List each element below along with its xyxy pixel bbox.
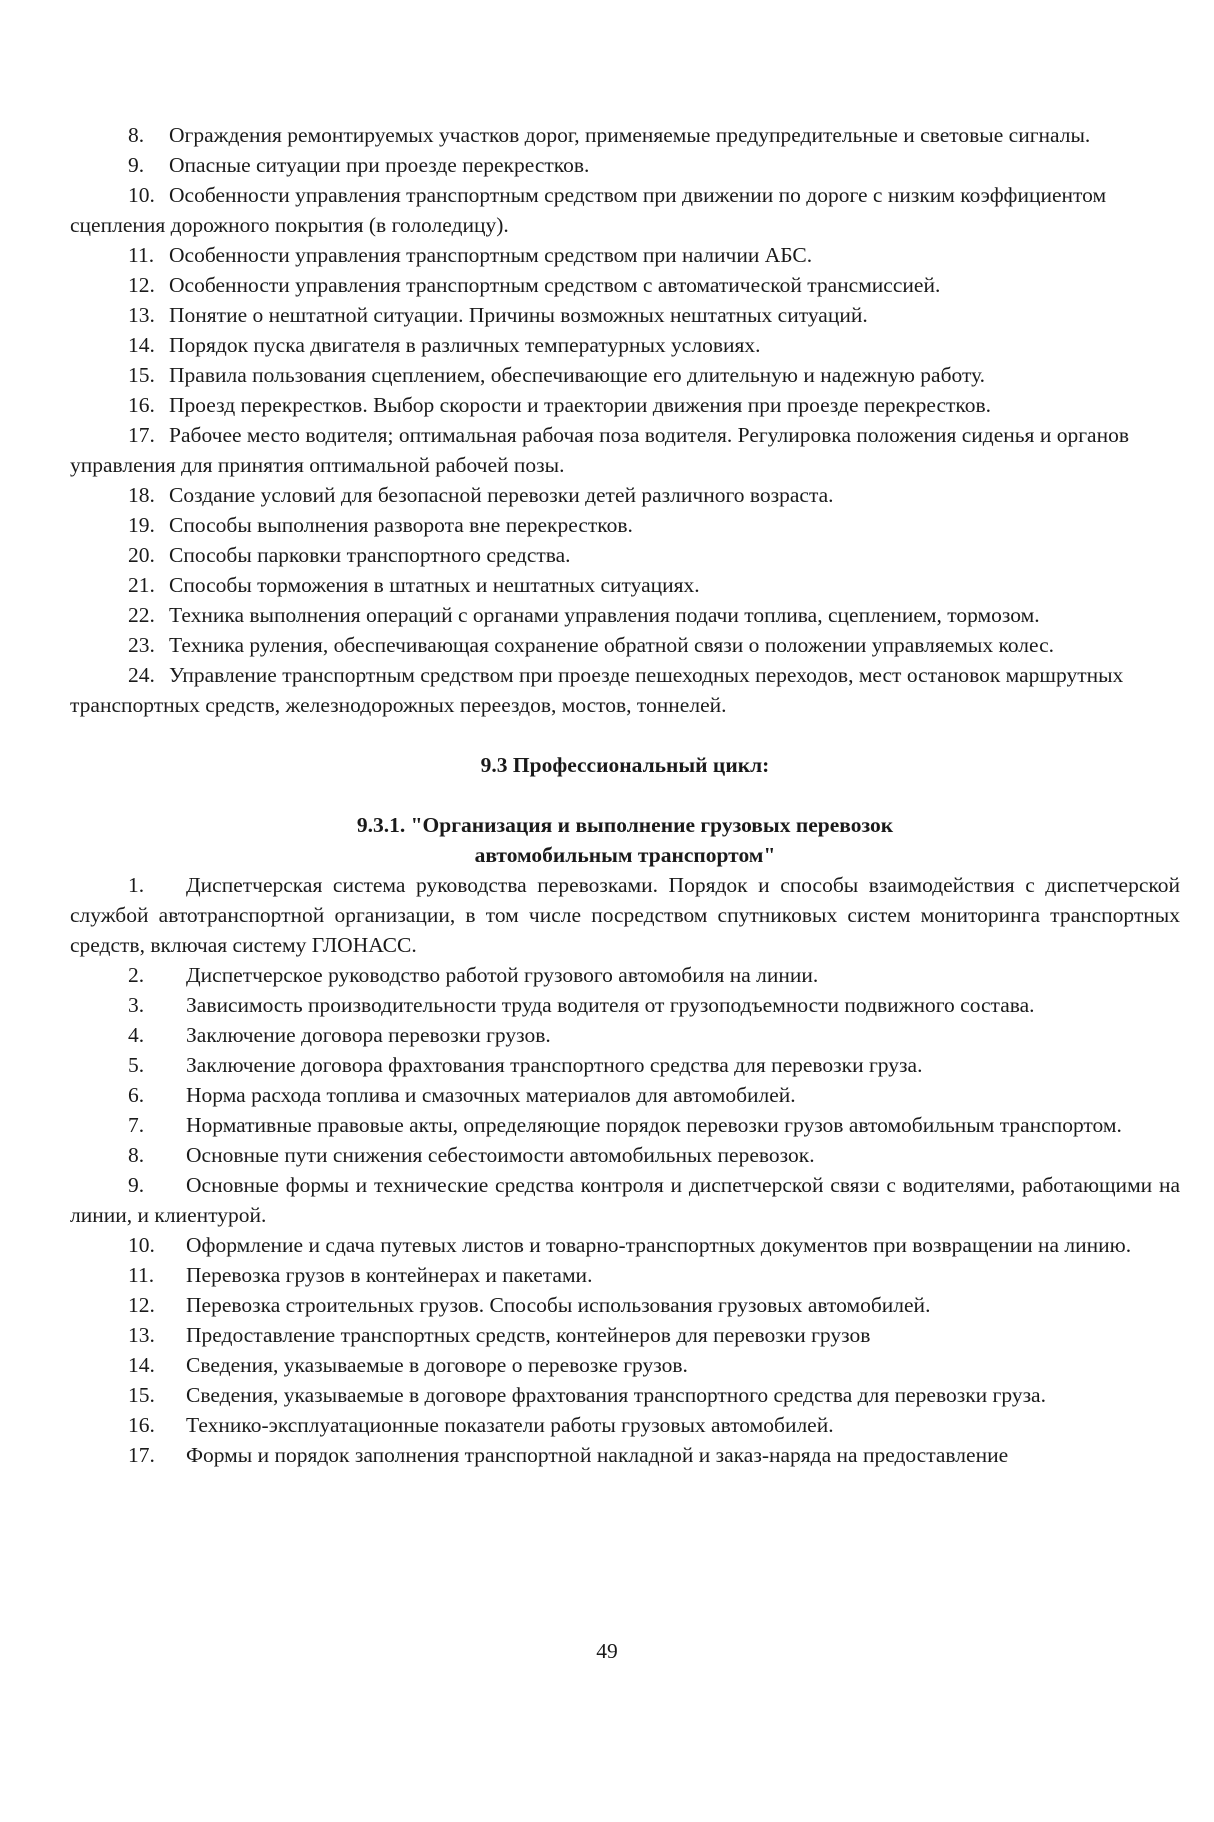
item-number: 17. [128,1443,155,1467]
item-number: 4. [128,1023,145,1047]
list-item [70,180,1180,240]
item-number: 10. [128,1233,155,1257]
item-text: Нормативные правовые акты, определяющие порядок перевозки грузов автомобильным транспортом. [186,1113,1122,1137]
item-number: 8. [128,123,145,147]
list-item [70,510,1180,540]
list-item [70,1380,1180,1410]
item-number: 22. [128,603,155,627]
item-number: 9. [128,153,145,177]
list-item [70,1020,1180,1050]
list-item [70,1290,1180,1320]
item-text: Техника выполнения операций с органами управления подачи топлива, сцеплением, тормозом. [169,603,1040,627]
list-item [70,420,1180,480]
list-item [70,660,1180,720]
item-number: 16. [128,1413,155,1437]
list-item [70,990,1180,1020]
item-text: Зависимость производительности труда водителя от грузоподъемности подвижного состава. [186,993,1035,1017]
item-text: Управление транспортным средством при проезде пешеходных переходов, мест остановок маршрутных транспортных средств, железнодорожных переездов, мостов, тоннелей. [70,663,1124,717]
item-text: Заключение договора фрахтования транспортного средства для перевозки груза. [186,1053,923,1077]
list-item [70,1080,1180,1110]
item-number: 14. [128,333,155,357]
list-item [70,300,1180,330]
list-item [70,480,1180,510]
item-text: Проезд перекрестков. Выбор скорости и траектории движения при проезде перекрестков. [169,393,992,417]
list-item [70,240,1180,270]
document-page [70,120,1180,1470]
item-number: 23. [128,633,155,657]
list-item [70,330,1180,360]
list-item [70,1260,1180,1290]
list-item [70,150,1180,180]
item-number: 11. [128,243,155,267]
item-number: 3. [128,993,145,1017]
item-text: Правила пользования сцеплением, обеспечивающие его длительную и надежную работу. [169,363,986,387]
item-number: 8. [128,1143,145,1167]
item-text: Особенности управления транспортным средством при движении по дороге с низким коэффициентом сцепления дорожного покрытия (в гололедицу). [70,183,1107,237]
item-text: Сведения, указываемые в договоре фрахтования транспортного средства для перевозки груза. [186,1383,1046,1407]
item-text: Диспетчерское руководство работой грузового автомобиля на линии. [186,963,819,987]
item-text: Основные пути снижения себестоимости автомобильных перевозок. [186,1143,815,1167]
item-number: 21. [128,573,155,597]
item-text: Способы торможения в штатных и нештатных ситуациях. [169,573,700,597]
list-item [70,1170,1180,1230]
item-text: Диспетчерская система руководства перевозками. Порядок и способы взаимодействия с диспетчерской службой автотранспортной организации, в том числе посредством спутниковых систем мониторинга транспортных средств, включая систему ГЛОНАСС. [70,873,1180,957]
item-number: 12. [128,273,155,297]
item-text: Перевозка строительных грузов. Способы использования грузовых автомобилей. [186,1293,931,1317]
list-item [70,1050,1180,1080]
item-text: Способы парковки транспортного средства. [169,543,571,567]
list-item [70,270,1180,300]
item-text: Способы выполнения разворота вне перекрестков. [169,513,633,537]
list-item [70,870,1180,960]
list-item [70,1410,1180,1440]
subsection-heading [70,810,1180,870]
item-number: 19. [128,513,155,537]
item-text: Формы и порядок заполнения транспортной накладной и заказ-наряда на предоставление [186,1443,1009,1467]
item-number: 20. [128,543,155,567]
item-number: 16. [128,393,155,417]
driving-topics-list [70,120,1180,720]
subsection-heading-line1: 9.3.1. "Организация и выполнение грузовых перевозок [356,813,894,837]
list-item [70,570,1180,600]
item-text: Ограждения ремонтируемых участков дорог, применяемые предупредительные и световые сигналы. [169,123,1091,147]
item-text: Техника руления, обеспечивающая сохранение обратной связи о положении управляемых колес. [169,633,1055,657]
item-number: 1. [128,873,145,897]
list-item [70,390,1180,420]
item-text: Рабочее место водителя; оптимальная рабочая поза водителя. Регулировка положения сиденья и органов управления для принятия оптимальной рабочей позы. [70,423,1129,477]
item-number: 12. [128,1293,155,1317]
item-text: Предоставление транспортных средств, контейнеров для перевозки грузов [186,1323,871,1347]
item-number: 5. [128,1053,145,1077]
item-number: 15. [128,363,155,387]
list-item [70,1230,1180,1260]
list-item [70,630,1180,660]
item-text: Сведения, указываемые в договоре о перевозке грузов. [186,1353,688,1377]
item-number: 14. [128,1353,155,1377]
item-text: Заключение договора перевозки грузов. [186,1023,551,1047]
subsection-heading-line2: автомобильным транспортом" [474,843,776,867]
item-text: Понятие о нештатной ситуации. Причины возможных нештатных ситуаций. [169,303,868,327]
item-number: 17. [128,423,155,447]
item-number: 18. [128,483,155,507]
item-text: Опасные ситуации при проезде перекрестков. [169,153,590,177]
item-text: Перевозка грузов в контейнерах и пакетами. [186,1263,593,1287]
section-heading: 9.3 Профессиональный цикл: [480,753,770,777]
list-item [70,360,1180,390]
item-number: 13. [128,303,155,327]
freight-topics-list [70,870,1180,1470]
item-number: 6. [128,1083,145,1107]
item-number: 9. [128,1173,145,1197]
list-item [70,960,1180,990]
list-item [70,120,1180,150]
list-item [70,1140,1180,1170]
item-number: 24. [128,663,155,687]
item-number: 7. [128,1113,145,1137]
list-item [70,540,1180,570]
list-item [70,1440,1180,1470]
item-text: Норма расхода топлива и смазочных материалов для автомобилей. [186,1083,796,1107]
item-number: 2. [128,963,145,987]
item-number: 15. [128,1383,155,1407]
item-text: Особенности управления транспортным средством с автоматической трансмиссией. [169,273,941,297]
item-text: Порядок пуска двигателя в различных температурных условиях. [169,333,761,357]
item-number: 10. [128,183,155,207]
item-text: Основные формы и технические средства контроля и диспетчерской связи с водителями, работающими на линии, и клиентурой. [70,1173,1180,1227]
item-text: Технико-эксплуатационные показатели работы грузовых автомобилей. [186,1413,834,1437]
item-text: Особенности управления транспортным средством при наличии АБС. [169,243,813,267]
list-item [70,1110,1180,1140]
item-text: Оформление и сдача путевых листов и товарно-транспортных документов при возвращении на линию. [186,1233,1132,1257]
item-number: 11. [128,1263,155,1287]
list-item [70,1320,1180,1350]
item-text: Создание условий для безопасной перевозки детей различного возраста. [169,483,834,507]
list-item [70,1350,1180,1380]
page-number: 49 [596,1639,618,1663]
item-number: 13. [128,1323,155,1347]
list-item [70,600,1180,630]
